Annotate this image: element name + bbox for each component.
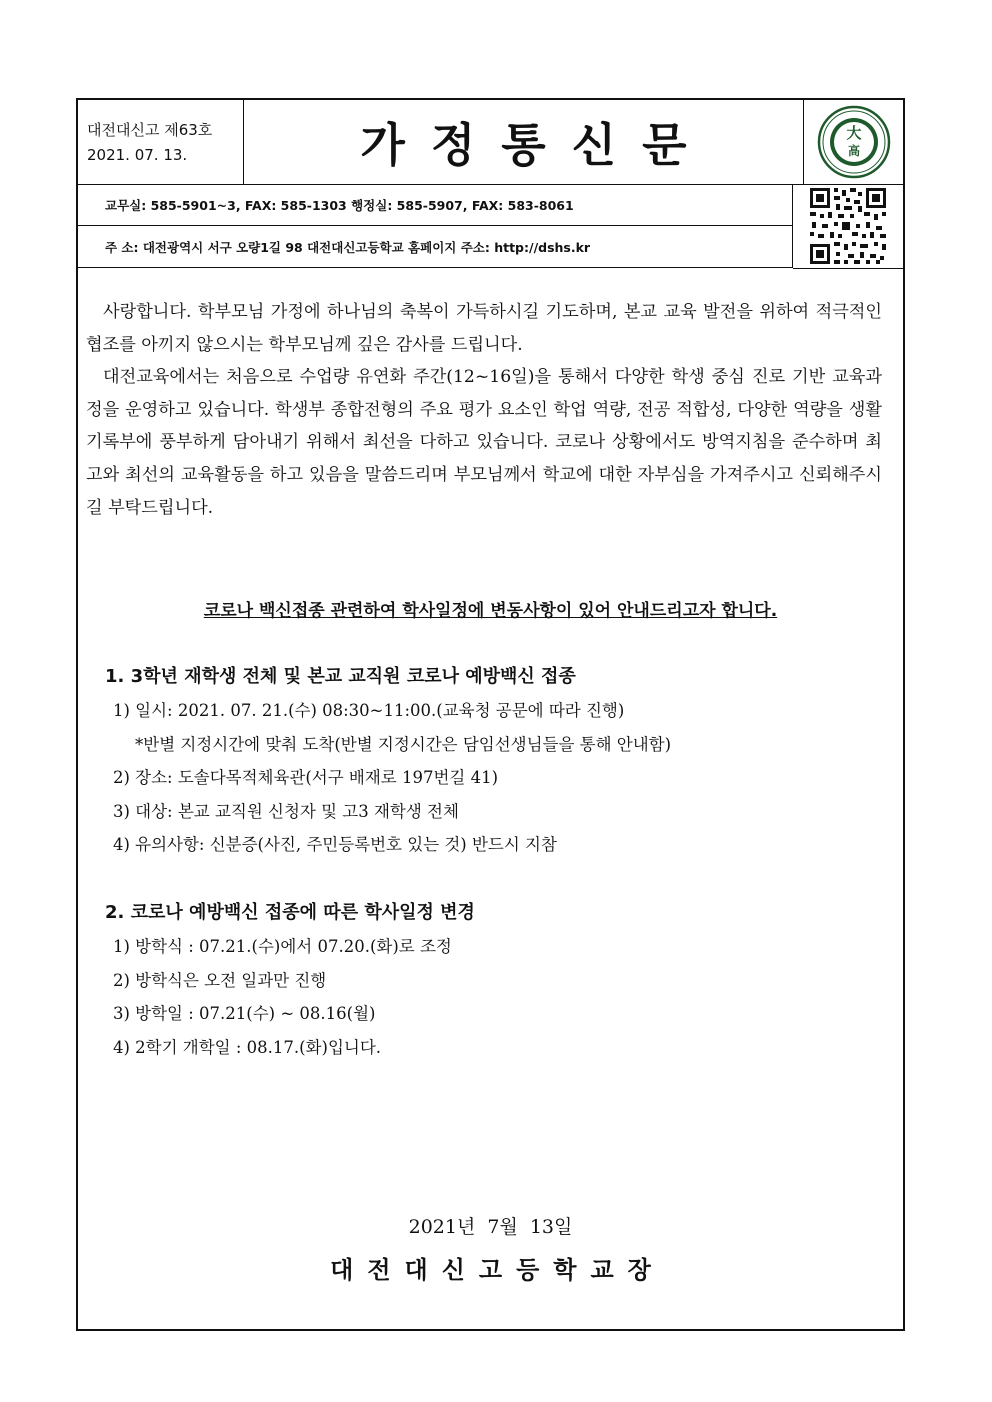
newsletter-page — [76, 98, 905, 1331]
list-item: 1) 일시: 2021. 07. 21.(수) 08:30~11:00.(교육청 공문에 따라 진행) — [113, 701, 625, 720]
list-item-note: *반별 지정시간에 맞춰 도착(반별 지정시간은 담임선생님들을 통해 안내함) — [135, 734, 672, 754]
contact-address: 주 소: 대전광역시 서구 오량1길 98 대전대신고등학교 홈페이지 주소: http://dshs.kr — [78, 226, 793, 268]
list-item: 1) 방학식 : 07.21.(수)에서 07.20.(화)로 조정 — [113, 937, 452, 956]
section-schedule-change — [105, 898, 885, 1064]
issue-info — [78, 100, 244, 184]
qr-code-icon — [808, 186, 888, 266]
list-item: 4) 2학기 개학일 : 08.17.(화)입니다. — [113, 1037, 382, 1057]
list-item: 2) 방학식은 오전 일과만 진행 — [113, 970, 327, 990]
issue-number: 대전대신고 제63호 — [87, 121, 213, 139]
divider — [793, 268, 903, 269]
notice-headline: 코로나 백신접종 관련하여 학사일정에 변동사항이 있어 안내드리고자 합니다. — [203, 601, 778, 621]
principal-signature: 대전대신고등학교장 — [330, 1256, 665, 1284]
page-title: 가정통신문 — [244, 100, 804, 184]
logo-char-2: 高 — [847, 144, 860, 158]
school-logo — [804, 100, 903, 184]
section-vaccination — [105, 662, 885, 862]
intro-paragraph-1: 사랑합니다. 학부모님 가정에 하나님의 축복이 가득하시길 기도하며, 본교 교육 발전을 위하여 적극적인 협조를 아끼지 않으시는 학부모님께 깊은 감사를 드립니다. — [86, 302, 882, 355]
header-row — [78, 100, 903, 185]
list-item: 2) 장소: 도솔다목적체육관(서구 배재로 197번길 41) — [113, 768, 499, 787]
school-emblem-icon — [817, 105, 891, 179]
intro-paragraph-2: 대전교육에서는 처음으로 수업량 유연화 주간(12~16일)을 통해서 다양한 학생 중심 진로 기반 교육과정을 운영하고 있습니다. 학생부 종합전형의 주요 평가 요소인 학업 역량, 전공 적합성, 다양한 역량을 생활기록부에 풍부하게 담아내기 위해서 최선을 다하고 있습니다. 코로나 상황에서도 방역지침을 준수하며 최고와 최선의 교육활동을 하고 있음을 말씀드리며 부모님께서 학교에 대한 자부심을 가져주시고 신뢰해주시길 부탁드립니다. — [86, 367, 882, 518]
list-item: 4) 유의사항: 신분증(사진, 주민등록번호 있는 것) 반드시 지참 — [113, 835, 557, 854]
list-item: 3) 대상: 본교 교직원 신청자 및 고3 재학생 전체 — [113, 801, 459, 821]
section-2-title: 2. 코로나 예방백신 접종에 따른 학사일정 변경 — [105, 902, 475, 923]
list-item: 3) 방학일 : 07.21(수) ~ 08.16(월) — [113, 1004, 376, 1023]
issue-footer-date: 2021년 7월 13일 — [408, 1216, 573, 1238]
contact-phones: 교무실: 585-5901~3, FAX: 585-1303 행정실: 585-5907, FAX: 583-8061 — [78, 184, 793, 226]
logo-char-1: 大 — [845, 124, 862, 142]
qr-code[interactable] — [793, 184, 903, 268]
issue-date: 2021. 07. 13. — [87, 146, 188, 164]
intro-text — [86, 296, 882, 524]
section-1-title: 1. 3학년 재학생 전체 및 본교 교직원 코로나 예방백신 접종 — [105, 666, 576, 687]
